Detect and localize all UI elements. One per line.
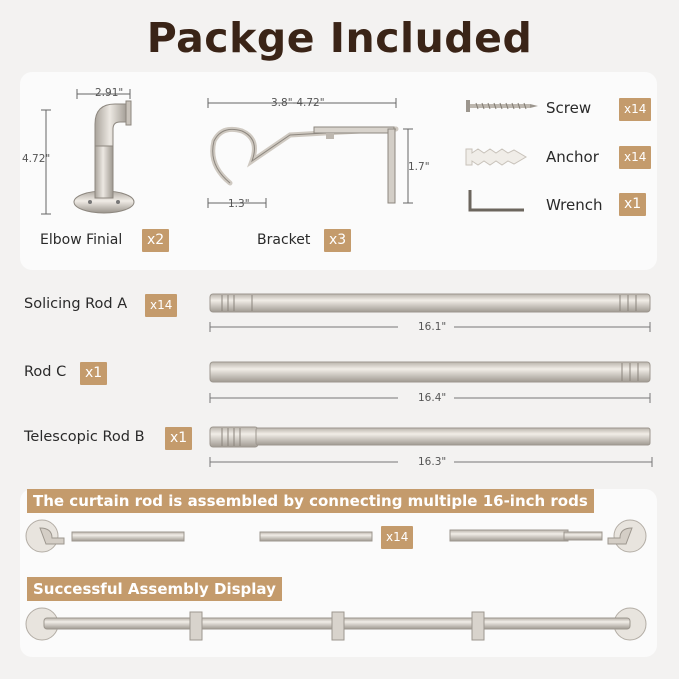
- rod-a-label: Solicing Rod A: [24, 296, 128, 312]
- elbow-finial-height: 4.72": [22, 153, 51, 165]
- anchor-label: Anchor: [546, 148, 599, 166]
- assembly-qty: x14: [381, 526, 413, 549]
- bracket-qty: x3: [324, 229, 351, 252]
- anchor-qty: x14: [619, 146, 651, 169]
- assembled-rod-image: [24, 604, 654, 644]
- bracket-label: Bracket: [257, 232, 311, 248]
- assembly-parts-image: [24, 516, 654, 556]
- rod-c-qty: x1: [80, 362, 107, 385]
- rod-a-length: 16.1": [418, 321, 447, 333]
- bracket-image: [200, 95, 420, 215]
- bracket-height: 1.7": [408, 161, 430, 173]
- elbow-finial-width: 2.91": [95, 87, 124, 99]
- wrench-label: Wrench: [546, 196, 603, 214]
- page-title: Packge Included: [146, 14, 533, 62]
- screw-icon: [466, 100, 538, 114]
- rod-c-label: Rod C: [24, 364, 67, 380]
- screw-label: Screw: [546, 99, 592, 117]
- bracket-hook: 1.3": [228, 198, 250, 210]
- rod-b-label: Telescopic Rod B: [24, 429, 145, 445]
- rod-c-length: 16.4": [418, 392, 447, 404]
- rod-a-qty: x14: [145, 294, 177, 317]
- elbow-finial-qty: x2: [142, 229, 169, 252]
- wrench-qty: x1: [619, 193, 646, 216]
- rod-b-length: 16.3": [418, 456, 447, 468]
- assembly-banner: The curtain rod is assembled by connecting multiple 16-inch rods: [27, 489, 594, 513]
- assembly-display-banner: Successful Assembly Display: [27, 577, 282, 601]
- elbow-finial-label: Elbow Finial: [40, 232, 123, 248]
- screw-qty: x14: [619, 98, 651, 121]
- anchor-icon: [466, 145, 528, 169]
- wrench-icon: [468, 188, 528, 216]
- elbow-finial-image: [40, 84, 180, 234]
- bracket-extension: 3.8"-4.72": [271, 97, 325, 109]
- rod-b-qty: x1: [165, 427, 192, 450]
